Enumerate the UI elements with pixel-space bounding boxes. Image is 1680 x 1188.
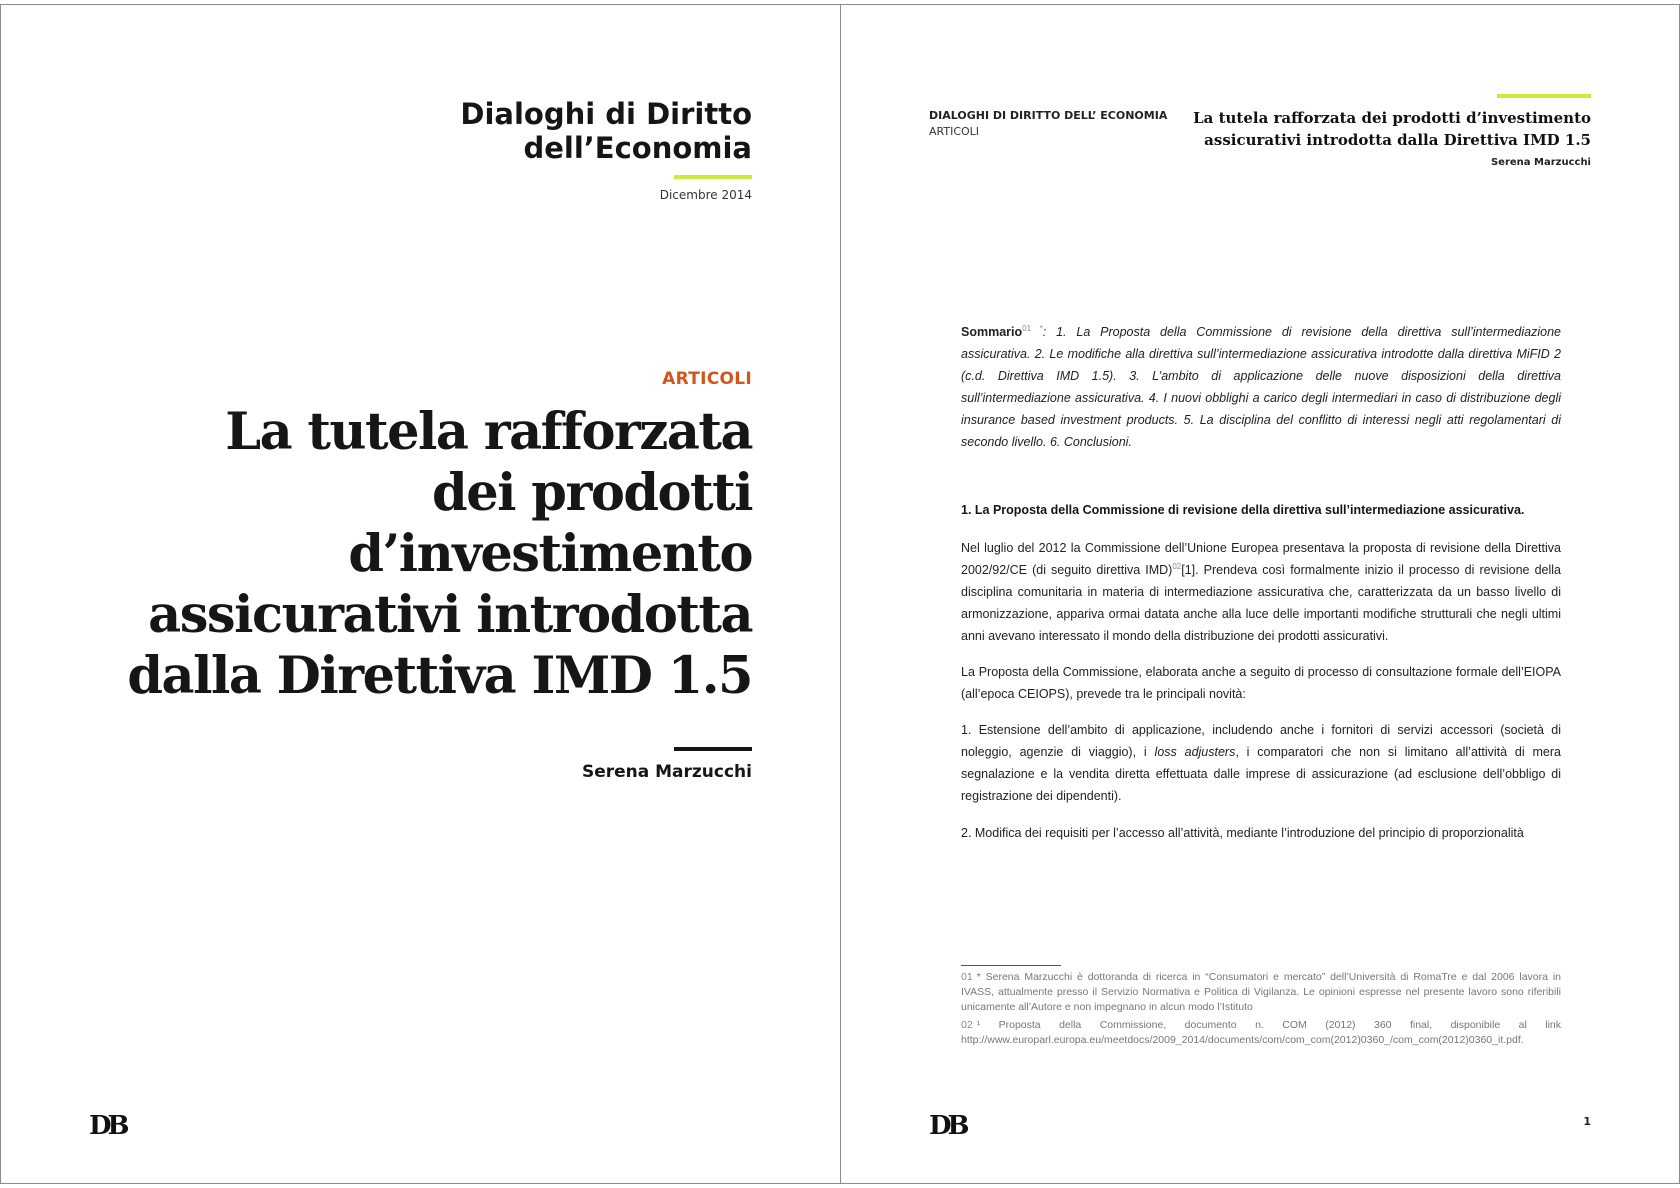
footnote-number: 01: [961, 971, 973, 983]
footnote-rule: [961, 965, 1061, 966]
footnote: [961, 970, 1561, 1015]
article-title-line: La tutela rafforzata: [225, 402, 752, 462]
journal-title-line: Dialoghi di Diritto: [460, 97, 752, 131]
footnote-text: * Serena Marzucchi è dottoranda di ricerca in “Consumatori e mercato” dell’Università di RomaTre e dal 2006 lavora in IVASS, attualmente presso il Servizio Normativa e Politica di Vigilanza. Le opinioni espresse nel presente lavoro sono riferibili unicamente all’Autore e non impegnano in alcun modo l’Istituto: [961, 971, 1561, 1013]
body-paragraph: [961, 719, 1561, 807]
author-name: Serena Marzucchi: [581, 762, 752, 782]
footnote-number: 02: [961, 1019, 973, 1031]
section-heading: 1. La Proposta della Commissione di revisione della direttiva sull’intermediazione assicurativa.: [961, 503, 1525, 517]
section-label: ARTICOLI: [662, 369, 752, 389]
accent-rule: [674, 175, 752, 179]
right-page: [840, 4, 1680, 1184]
summary-label: Sommario: [961, 325, 1023, 339]
paragraph-italic-term: loss adjusters: [1154, 745, 1236, 759]
running-title-line: assicurativi introdotta dalla Direttiva IMD 1.5: [1204, 131, 1591, 149]
running-title-line: La tutela rafforzata dei prodotti d’investimento: [1193, 109, 1591, 127]
paragraph-text: , i comparatori che non si limitano all’attività di mera segnalazione e la vendita diretta effettuata dalle imprese di assicurazione (ad esclusione dell’obbligo di registrazione dei dipendenti).: [961, 745, 1561, 803]
issue-date: Dicembre 2014: [659, 188, 752, 202]
footnote-text: ¹ Proposta della Commissione, documento n. COM (2012) 360 final, disponibile al link http://www.europarl.europa.eu/meetdocs/2009_2014/documents/com/com_com(2012)0360_/com_com(2012)0360_it.pdf.: [961, 1019, 1561, 1046]
article-title-line: assicurativi introdotta: [148, 585, 752, 645]
footnote-marker: 02: [1172, 561, 1182, 571]
running-header-section: ARTICOLI: [929, 125, 980, 138]
paragraph-text: Nel luglio del 2012 la Commissione dell’Unione Europea presentava la proposta di revisione della Direttiva 2002/92/CE (di seguito direttiva IMD): [961, 541, 1561, 577]
running-header-title: [1171, 107, 1591, 151]
body-paragraph: 2. Modifica dei requisiti per l’accesso all’attività, mediante l’introduzione del principio di proporzionalità: [961, 826, 1524, 840]
running-header-journal: DIALOGHI DI DIRITTO DELL’ ECONOMIA: [929, 109, 1168, 122]
author-rule: [674, 747, 752, 751]
article-title-line: d’investimento: [348, 524, 752, 584]
article-title-line: dei prodotti: [432, 463, 752, 523]
paragraph-text: [1]. Prendeva così formalmente inizio il processo di revisione della disciplina comunitaria in materia di intermediazione assicurativa che, caratterizzata da un basso livello di armonizzazione, appariva ormai datata anche alla luce delle importanti modifiche strutturali che negli ultimi anni avevano interessato il mondo della distribuzione dei prodotti assicurativi.: [961, 563, 1561, 643]
body-paragraph: [961, 537, 1561, 647]
paragraph-text: 1. Estensione dell’ambito di applicazione, includendo anche i fornitori di servizi accessori (società di noleggio, agenzie di viaggio), i: [961, 723, 1561, 759]
page-number: 1: [1583, 1115, 1591, 1128]
summary-text: : 1. La Proposta della Commissione di revisione della direttiva sull’intermediazione assicurativa. 2. Le modifiche alla direttiva sull’intermediazione assicurativa introdotte dalla direttiva MiFID 2 (c.d. Direttiva IMD 1.5). 3. L’ambito di applicazione delle nuove disposizioni della direttiva sull’intermediazione assicurativa. 4. I nuovi obblighi a carico degli intermediari in caso di distribuzione degli insurance based investment products. 5. La disciplina del conflitto di interessi negli atti regolamentari di secondo livello. 6. Conclusioni.: [961, 325, 1561, 449]
publisher-logo: DB: [89, 1111, 126, 1141]
article-title: [112, 402, 752, 707]
footnote: [961, 1018, 1561, 1048]
summary-paragraph: [961, 321, 1561, 453]
journal-title: [352, 97, 752, 165]
accent-rule: [1497, 94, 1591, 98]
body-paragraph: La Proposta della Commissione, elaborata anche a seguito di processo di consultazione formale dell’EIOPA (all’epoca CEIOPS), prevede tra le principali novità:: [961, 665, 1561, 701]
left-page: [0, 4, 841, 1184]
publisher-logo: DB: [929, 1111, 966, 1141]
article-title-line: dalla Direttiva IMD 1.5: [127, 646, 752, 706]
running-header-author: Serena Marzucchi: [1490, 157, 1591, 168]
journal-title-line: dell’Economia: [523, 131, 752, 165]
footnote-marker: 01 *: [1022, 323, 1043, 333]
